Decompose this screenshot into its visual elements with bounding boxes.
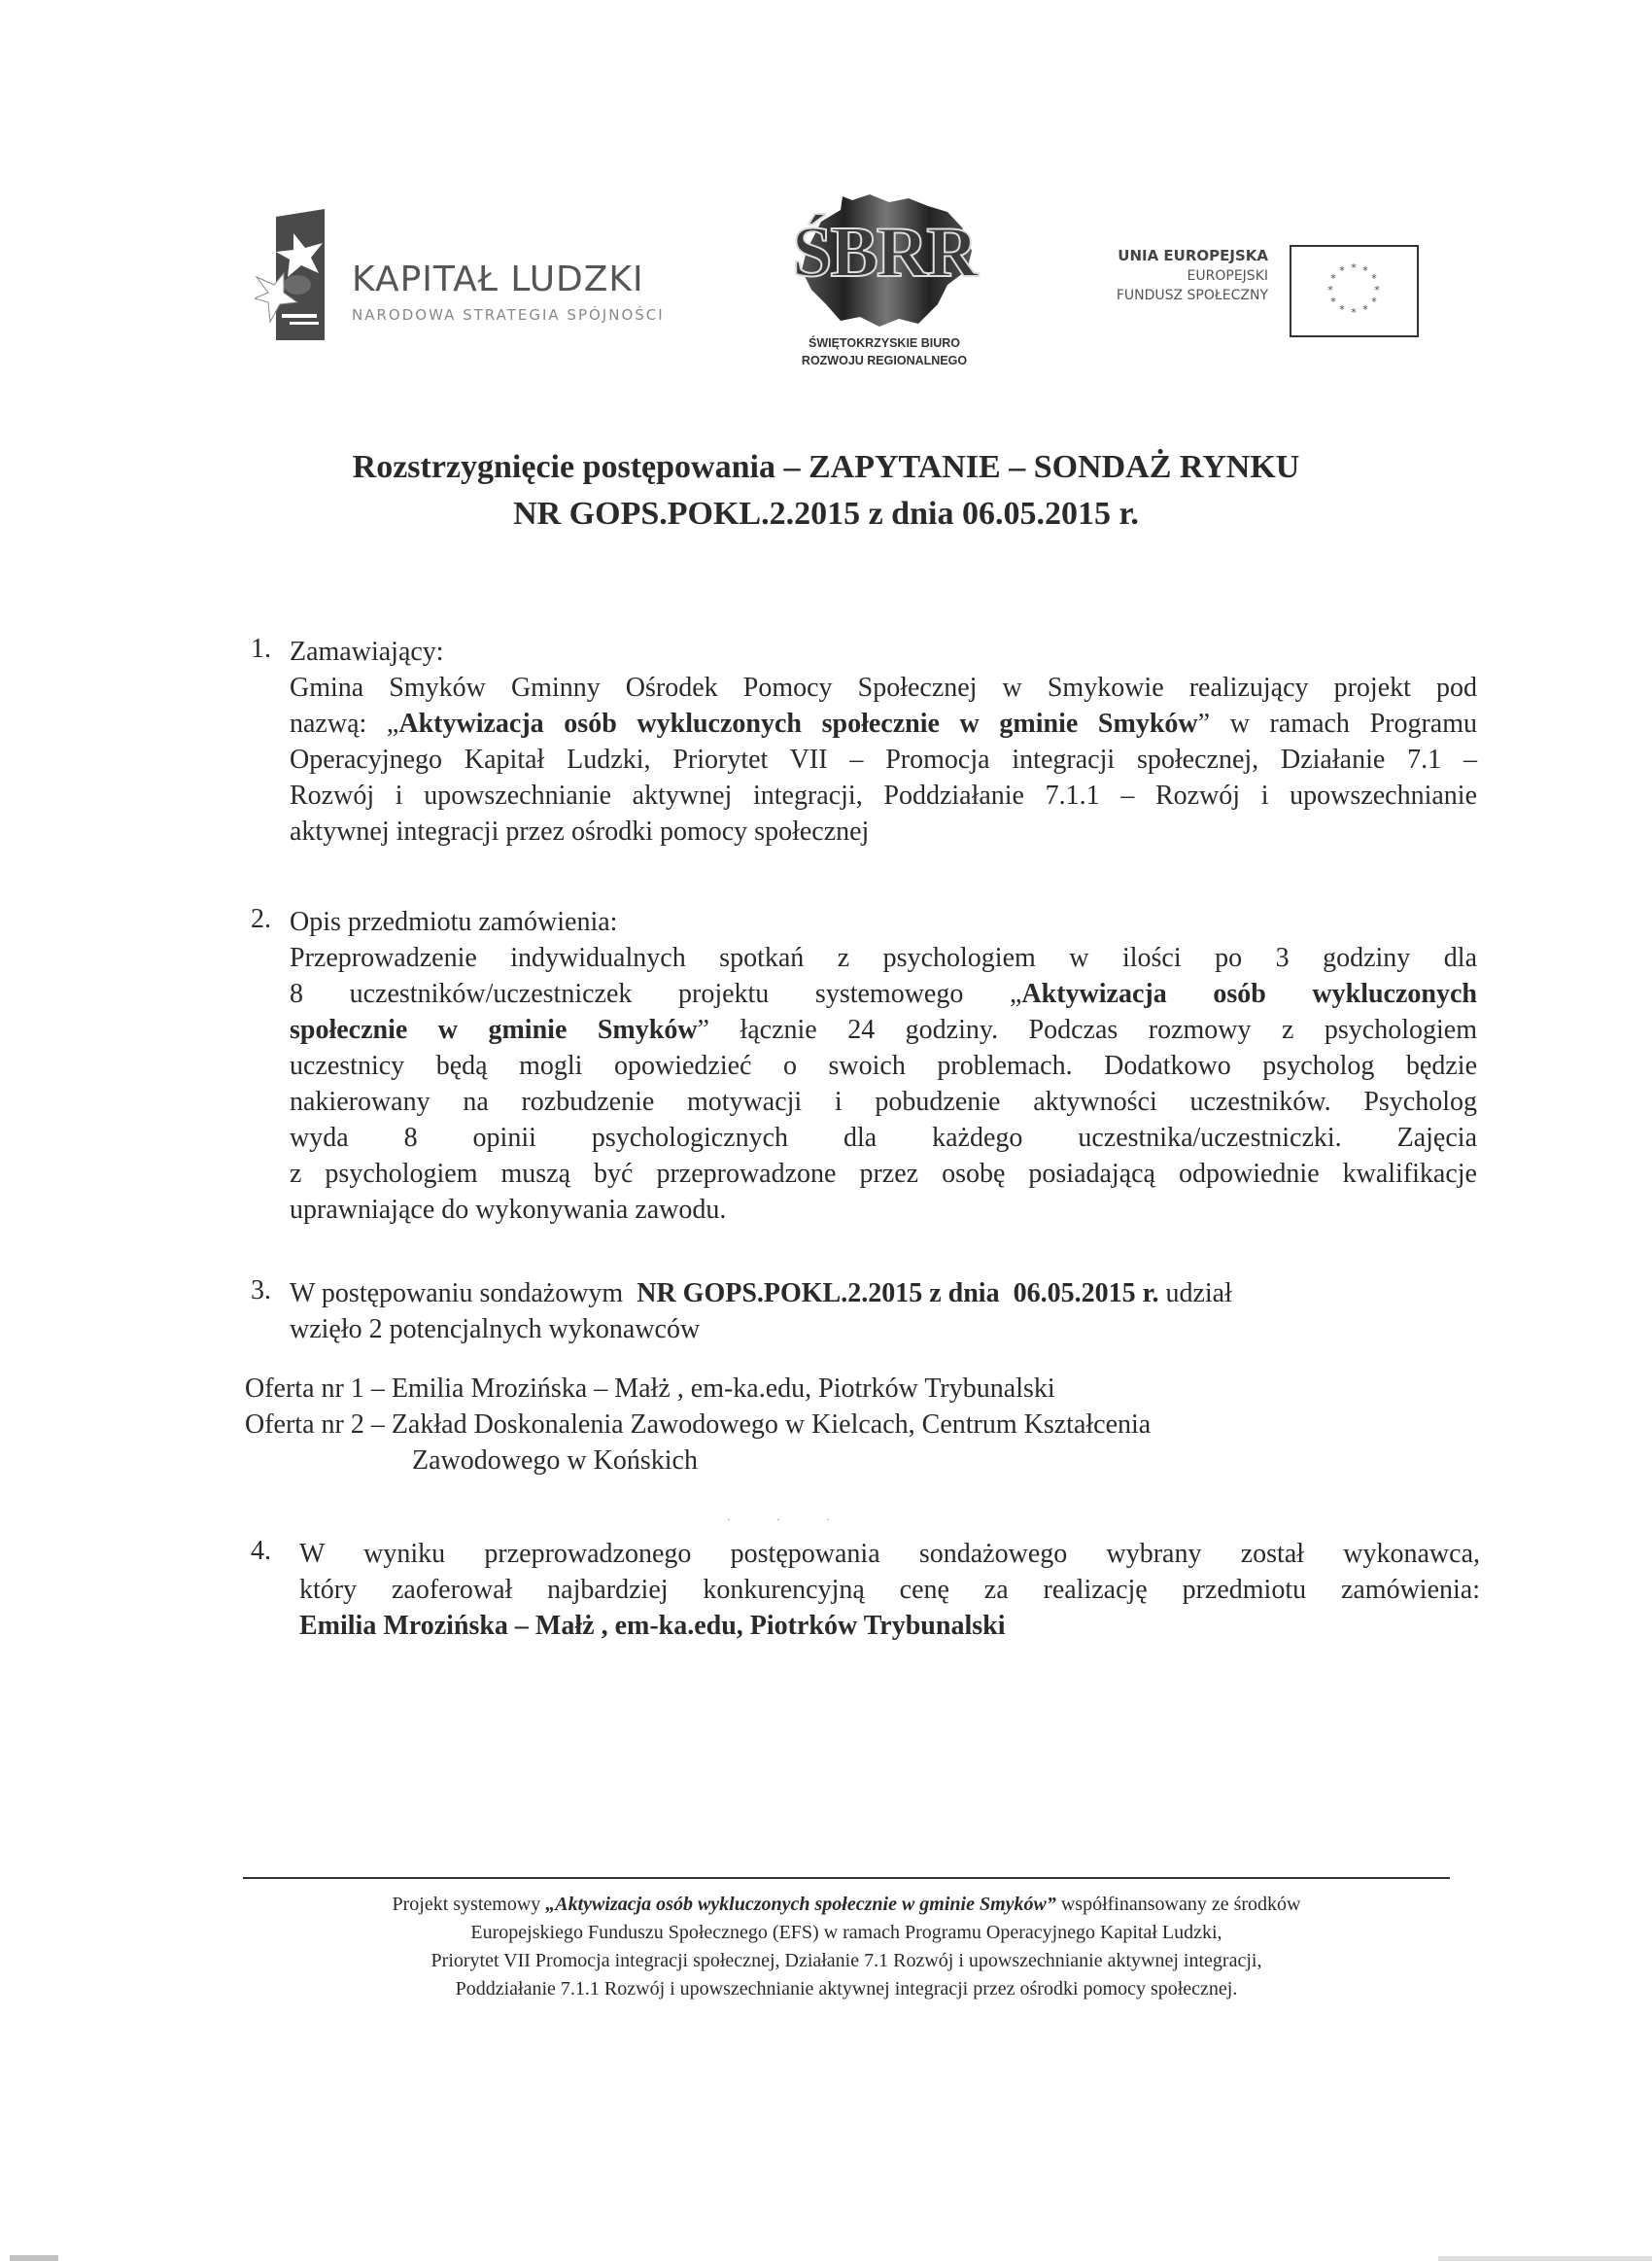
section-1-heading: Zamawiający: xyxy=(290,637,444,667)
section-2-body xyxy=(290,940,1477,1228)
kapital-ludzki-title: KAPITAŁ LUDZKI xyxy=(352,260,644,299)
svg-text:*: * xyxy=(1371,296,1377,308)
section-1-body xyxy=(290,670,1477,850)
section-1-line xyxy=(290,706,1477,742)
section-3-body xyxy=(290,1275,1427,1347)
text-span: ” łącznie 24 godziny. Podczas rozmowy z psychologiem xyxy=(697,1015,1478,1045)
selected-contractor xyxy=(299,1608,1480,1644)
section-3-number: 3. xyxy=(251,1275,271,1305)
section-2-line: nakierowany na rozbudzenie motywacji i pobudzenie aktywności uczestników. Psycholog xyxy=(290,1087,1477,1117)
winner-name: Emilia Mrozińska – Małż , em-ka.edu, Piotrków Trybunalski xyxy=(299,1611,1006,1641)
offer-2: Oferta nr 2 – Zakład Doskonalenia Zawodowego w Kielcach, Centrum Kształcenia xyxy=(245,1409,1152,1440)
footer-line: Priorytet VII Promocja integracji społecznej, Działanie 7.1 Rozwój i upowszechnianie aktywnej integracji, xyxy=(430,1950,1262,1971)
scan-artifact-marks: · · · xyxy=(727,1513,851,1526)
offer-1: Oferta nr 1 – Emilia Mrozińska – Małż , em-ka.edu, Piotrków Trybunalski xyxy=(245,1374,1055,1404)
text-span: nazwą: „ xyxy=(290,709,399,739)
eu-line1: UNIA EUROPEJSKA xyxy=(1118,247,1268,264)
kapital-ludzki-star-icon xyxy=(255,209,332,340)
text-span: 8 uczestników/uczestniczek projektu systemowego „ xyxy=(290,979,1022,1009)
section-4-line: który zaoferował najbardziej konkurencyjną cenę za realizację przedmiotu zamówienia: xyxy=(299,1575,1480,1605)
footer-line xyxy=(243,1891,1450,1919)
sbrr-acronym: ŚBRR xyxy=(792,213,977,293)
section-4-number: 4. xyxy=(251,1536,271,1566)
section-3-line: wzięło 2 potencjalnych wykonawców xyxy=(290,1314,701,1344)
offers-list xyxy=(245,1371,1151,1478)
section-2-line: uczestnicy będą mogli opowiedzieć o swoich problemach. Dodatkowo psycholog będzie xyxy=(290,1051,1477,1081)
sbrr-logo xyxy=(777,192,991,377)
offer-2-continued: Zawodowego w Końskich xyxy=(412,1445,698,1476)
section-3-line xyxy=(290,1275,1427,1311)
section-2-line: z psychologiem muszą być przeprowadzone przez osobę posiadającą odpowiednie kwalifikacje xyxy=(290,1159,1477,1189)
kapital-ludzki-subtitle: NARODOWA STRATEGIA SPÓJNOŚCI xyxy=(352,306,665,324)
section-1-line: aktywnej integracji przez ośrodki pomocy społecznej xyxy=(290,817,870,847)
footer-line: Europejskiego Funduszu Społecznego (EFS) w ramach Programu Operacyjnego Kapitał Ludzki, xyxy=(470,1922,1222,1943)
section-2-line: wyda 8 opinii psychologicznych dla każdego uczestnika/uczestniczki. Zajęcia xyxy=(290,1123,1477,1153)
sbrr-caption-line1: ŚWIĘTOKRZYSKIE BIURO xyxy=(808,336,961,350)
eu-stars-circle-icon xyxy=(1291,247,1417,335)
text-span: współfinansowany ze środków xyxy=(1055,1894,1301,1915)
svg-text:*: * xyxy=(1371,272,1377,285)
svg-text:*: * xyxy=(1374,284,1380,296)
footer-line: Poddziałanie 7.1.1 Rozwój i upowszechnianie aktywnej integracji przez ośrodki pomocy społecznej. xyxy=(455,1978,1238,2000)
eu-text-block xyxy=(1020,245,1268,305)
project-name: Aktywizacja osób wykluczonych xyxy=(1021,979,1477,1009)
project-name: Aktywizacja osób wykluczonych społecznie w gminie Smyków xyxy=(398,709,1198,739)
eu-flag-icon xyxy=(1290,245,1419,337)
project-name: „Aktywizacja osób wykluczonych społecznie w gminie Smyków” xyxy=(545,1894,1056,1915)
eu-line3: FUNDUSZ SPOŁECZNY xyxy=(1116,288,1268,303)
section-2-line xyxy=(290,1012,1477,1048)
section-2-heading: Opis przedmiotu zamówienia: xyxy=(290,907,618,937)
section-2-number: 2. xyxy=(251,904,271,934)
section-1-line: Rozwój i upowszechnianie aktywnej integracji, Poddziałanie 7.1.1 – Rozwój i upowszechnianie xyxy=(290,781,1477,811)
section-2-line xyxy=(290,976,1477,1012)
footer-funding-note xyxy=(243,1891,1450,2003)
text-span: ” w ramach Programu xyxy=(1197,709,1477,739)
text-span: Projekt systemowy xyxy=(392,1894,546,1915)
svg-text:*: * xyxy=(1351,261,1357,274)
svg-text:*: * xyxy=(1339,264,1345,277)
project-name: społecznie w gminie Smyków xyxy=(290,1015,698,1045)
scan-edge-artifact xyxy=(1438,2256,1652,2261)
svg-text:*: * xyxy=(1362,303,1368,316)
scan-edge-artifact xyxy=(10,2255,58,2261)
text-span: udział xyxy=(1158,1278,1232,1308)
section-1-line: Gmina Smyków Gminny Ośrodek Pomocy Społecznej w Smykowie realizujący projekt pod xyxy=(290,673,1477,703)
svg-text:*: * xyxy=(1351,306,1357,319)
text-span: W postępowaniu sondażowym xyxy=(290,1278,637,1308)
svg-text:*: * xyxy=(1330,272,1336,285)
document-reference-number: NR GOPS.POKL.2.2015 z dnia 06.05.2015 r. xyxy=(513,496,1139,532)
section-4-line: W wyniku przeprowadzonego postępowania sondażowego wybrany został wykonawca, xyxy=(299,1539,1480,1569)
svg-text:*: * xyxy=(1362,264,1368,277)
footer-divider xyxy=(243,1877,1450,1879)
svg-text:*: * xyxy=(1327,284,1333,296)
section-2-line: Przeprowadzenie indywidualnych spotkań z psychologiem w ilości po 3 godziny dla xyxy=(290,943,1477,973)
svg-text:*: * xyxy=(1330,296,1336,308)
sbrr-caption-line2: ROZWOJU REGIONALNEGO xyxy=(801,354,968,367)
eu-line2: EUROPEJSKI xyxy=(1187,268,1268,284)
section-1-number: 1. xyxy=(251,634,271,664)
kapital-ludzki-logo xyxy=(255,209,692,340)
reference-number: NR GOPS.POKL.2.2015 z dnia 06.05.2015 r. xyxy=(637,1278,1159,1308)
document-title: Rozstrzygnięcie postępowania – ZAPYTANIE – SONDAŻ RYNKU xyxy=(352,449,1300,485)
section-1-line: Operacyjnego Kapitał Ludzki, Priorytet VII – Promocja integracji społecznej, Działanie 7.1 – xyxy=(290,745,1477,775)
svg-text:*: * xyxy=(1339,303,1345,316)
section-4-body xyxy=(299,1536,1480,1644)
section-2-line: uprawniające do wykonywania zawodu. xyxy=(290,1195,727,1225)
